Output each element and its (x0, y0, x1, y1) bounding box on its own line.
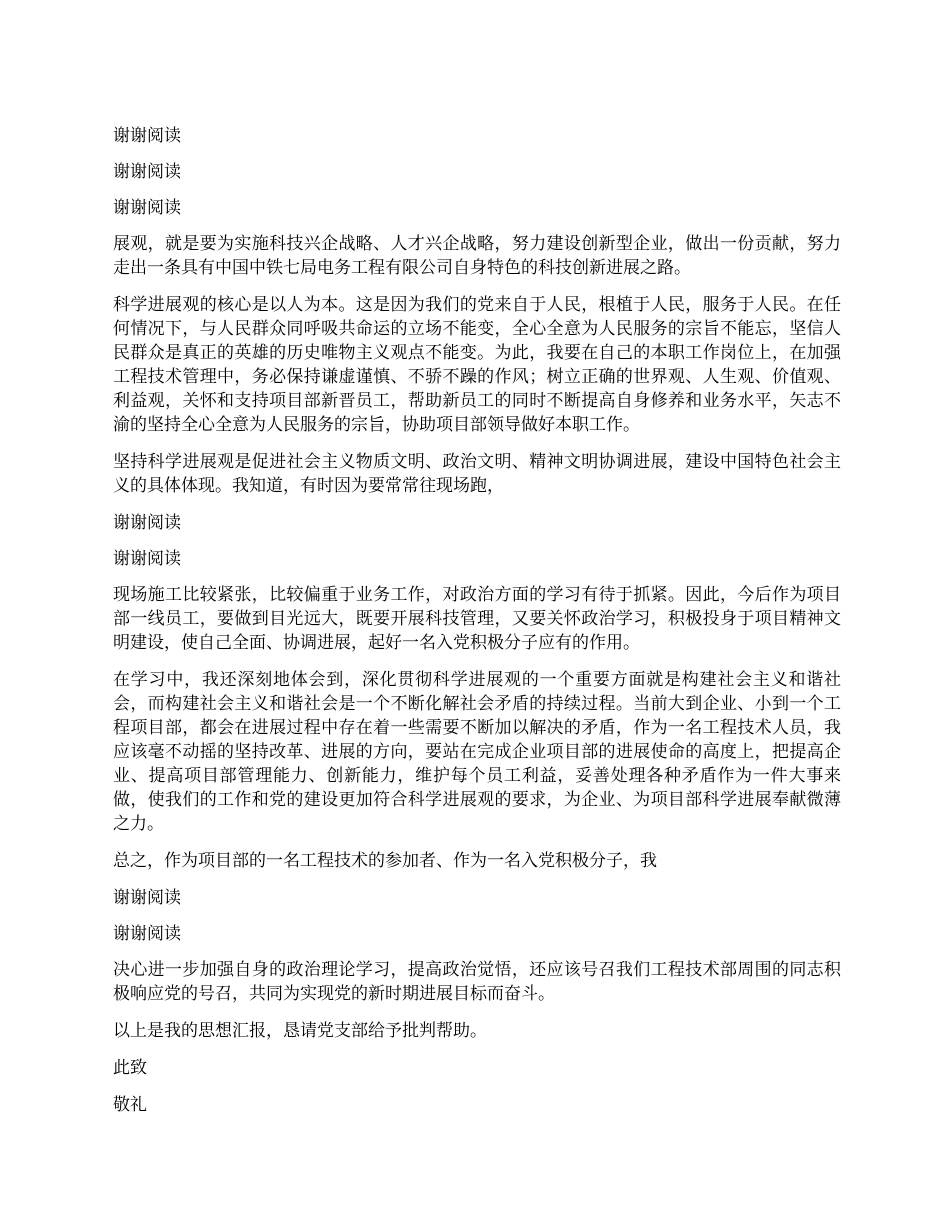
salutation-cizhi: 此致 (113, 1058, 147, 1078)
body-paragraph: 在学习中，我还深刻地体会到，深化贯彻科学进展观的一个重要方面就是构建社会主义和谐社会，而构建社会主义和谐社会是一个不断化解社会矛盾的持续过程。当前大到企业、小到一个工程项目部，都会在进展过程中存在着一些需要不断加以解决的矛盾，作为一名工程技术人员，我应该毫不动摇的坚持改革、进展的方向，要站在完成企业项目部的进展使命的高度上，把提高企业、提高项目部管理能力、创新能力，维护每个员工利益，妥善处理各种矛盾作为一件大事来做，使我们的工作和党的建设更加符合科学进展观的要求，为企业、为项目部科学进展奉献微薄之力。 (113, 670, 841, 834)
thanks-line: 谢谢阅读 (113, 513, 181, 533)
thanks-line: 谢谢阅读 (113, 162, 181, 182)
body-paragraph: 决心进一步加强自身的政治理论学习，提高政治觉悟，还应该号召我们工程技术部周围的同志积极响应党的号召，共同为实现党的新时期进展目标而奋斗。 (113, 960, 841, 1004)
salutation-jingli: 敬礼 (113, 1095, 147, 1115)
thanks-line: 谢谢阅读 (113, 888, 181, 908)
body-paragraph: 现场施工比较紧张，比较偏重于业务工作，对政治方面的学习有待于抓紧。因此，今后作为项目部一线员工，要做到目光远大，既要开展科技管理，又要关怀政治学习，积极投身于项目精神文明建设，使自己全面、协调进展，起好一名入党积极分子应有的作用。 (113, 585, 841, 653)
body-paragraph: 科学进展观的核心是以人为本。这是因为我们的党来自于人民，根植于人民，服务于人民。在任何情况下，与人民群众同呼吸共命运的立场不能变，全心全意为人民服务的宗旨不能忘，坚信人民群众是真正的英雄的历史唯物主义观点不能变。为此，我要在自己的本职工作岗位上，在加强工程技术管理中，务必保持谦虚谨慎、不骄不躁的作风；树立正确的世界观、人生观、价值观、利益观，关怀和支持项目部新晋员工，帮助新员工的同时不断提高自身修养和业务水平，矢志不渝的坚持全心全意为人民服务的宗旨，协助项目部领导做好本职工作。 (113, 295, 841, 435)
body-paragraph: 总之，作为项目部的一名工程技术的参加者、作为一名入党积极分子，我 (113, 851, 657, 871)
thanks-line: 谢谢阅读 (113, 126, 181, 146)
document-body (113, 124, 841, 1130)
closing-request: 以上是我的思想汇报，恳请党支部给予批判帮助。 (113, 1021, 487, 1041)
thanks-line: 谢谢阅读 (113, 549, 181, 569)
thanks-line: 谢谢阅读 (113, 198, 181, 218)
thanks-line: 谢谢阅读 (113, 924, 181, 944)
body-paragraph: 坚持科学进展观是促进社会主义物质文明、政治文明、精神文明协调进展，建设中国特色社会主义的具体体现。我知道，有时因为要常常往现场跑， (113, 452, 841, 496)
body-paragraph: 展观，就是要为实施科技兴企战略、人才兴企战略，努力建设创新型企业，做出一份贡献，努力走出一条具有中国中铁七局电务工程有限公司自身特色的科技创新进展之路。 (113, 234, 841, 278)
